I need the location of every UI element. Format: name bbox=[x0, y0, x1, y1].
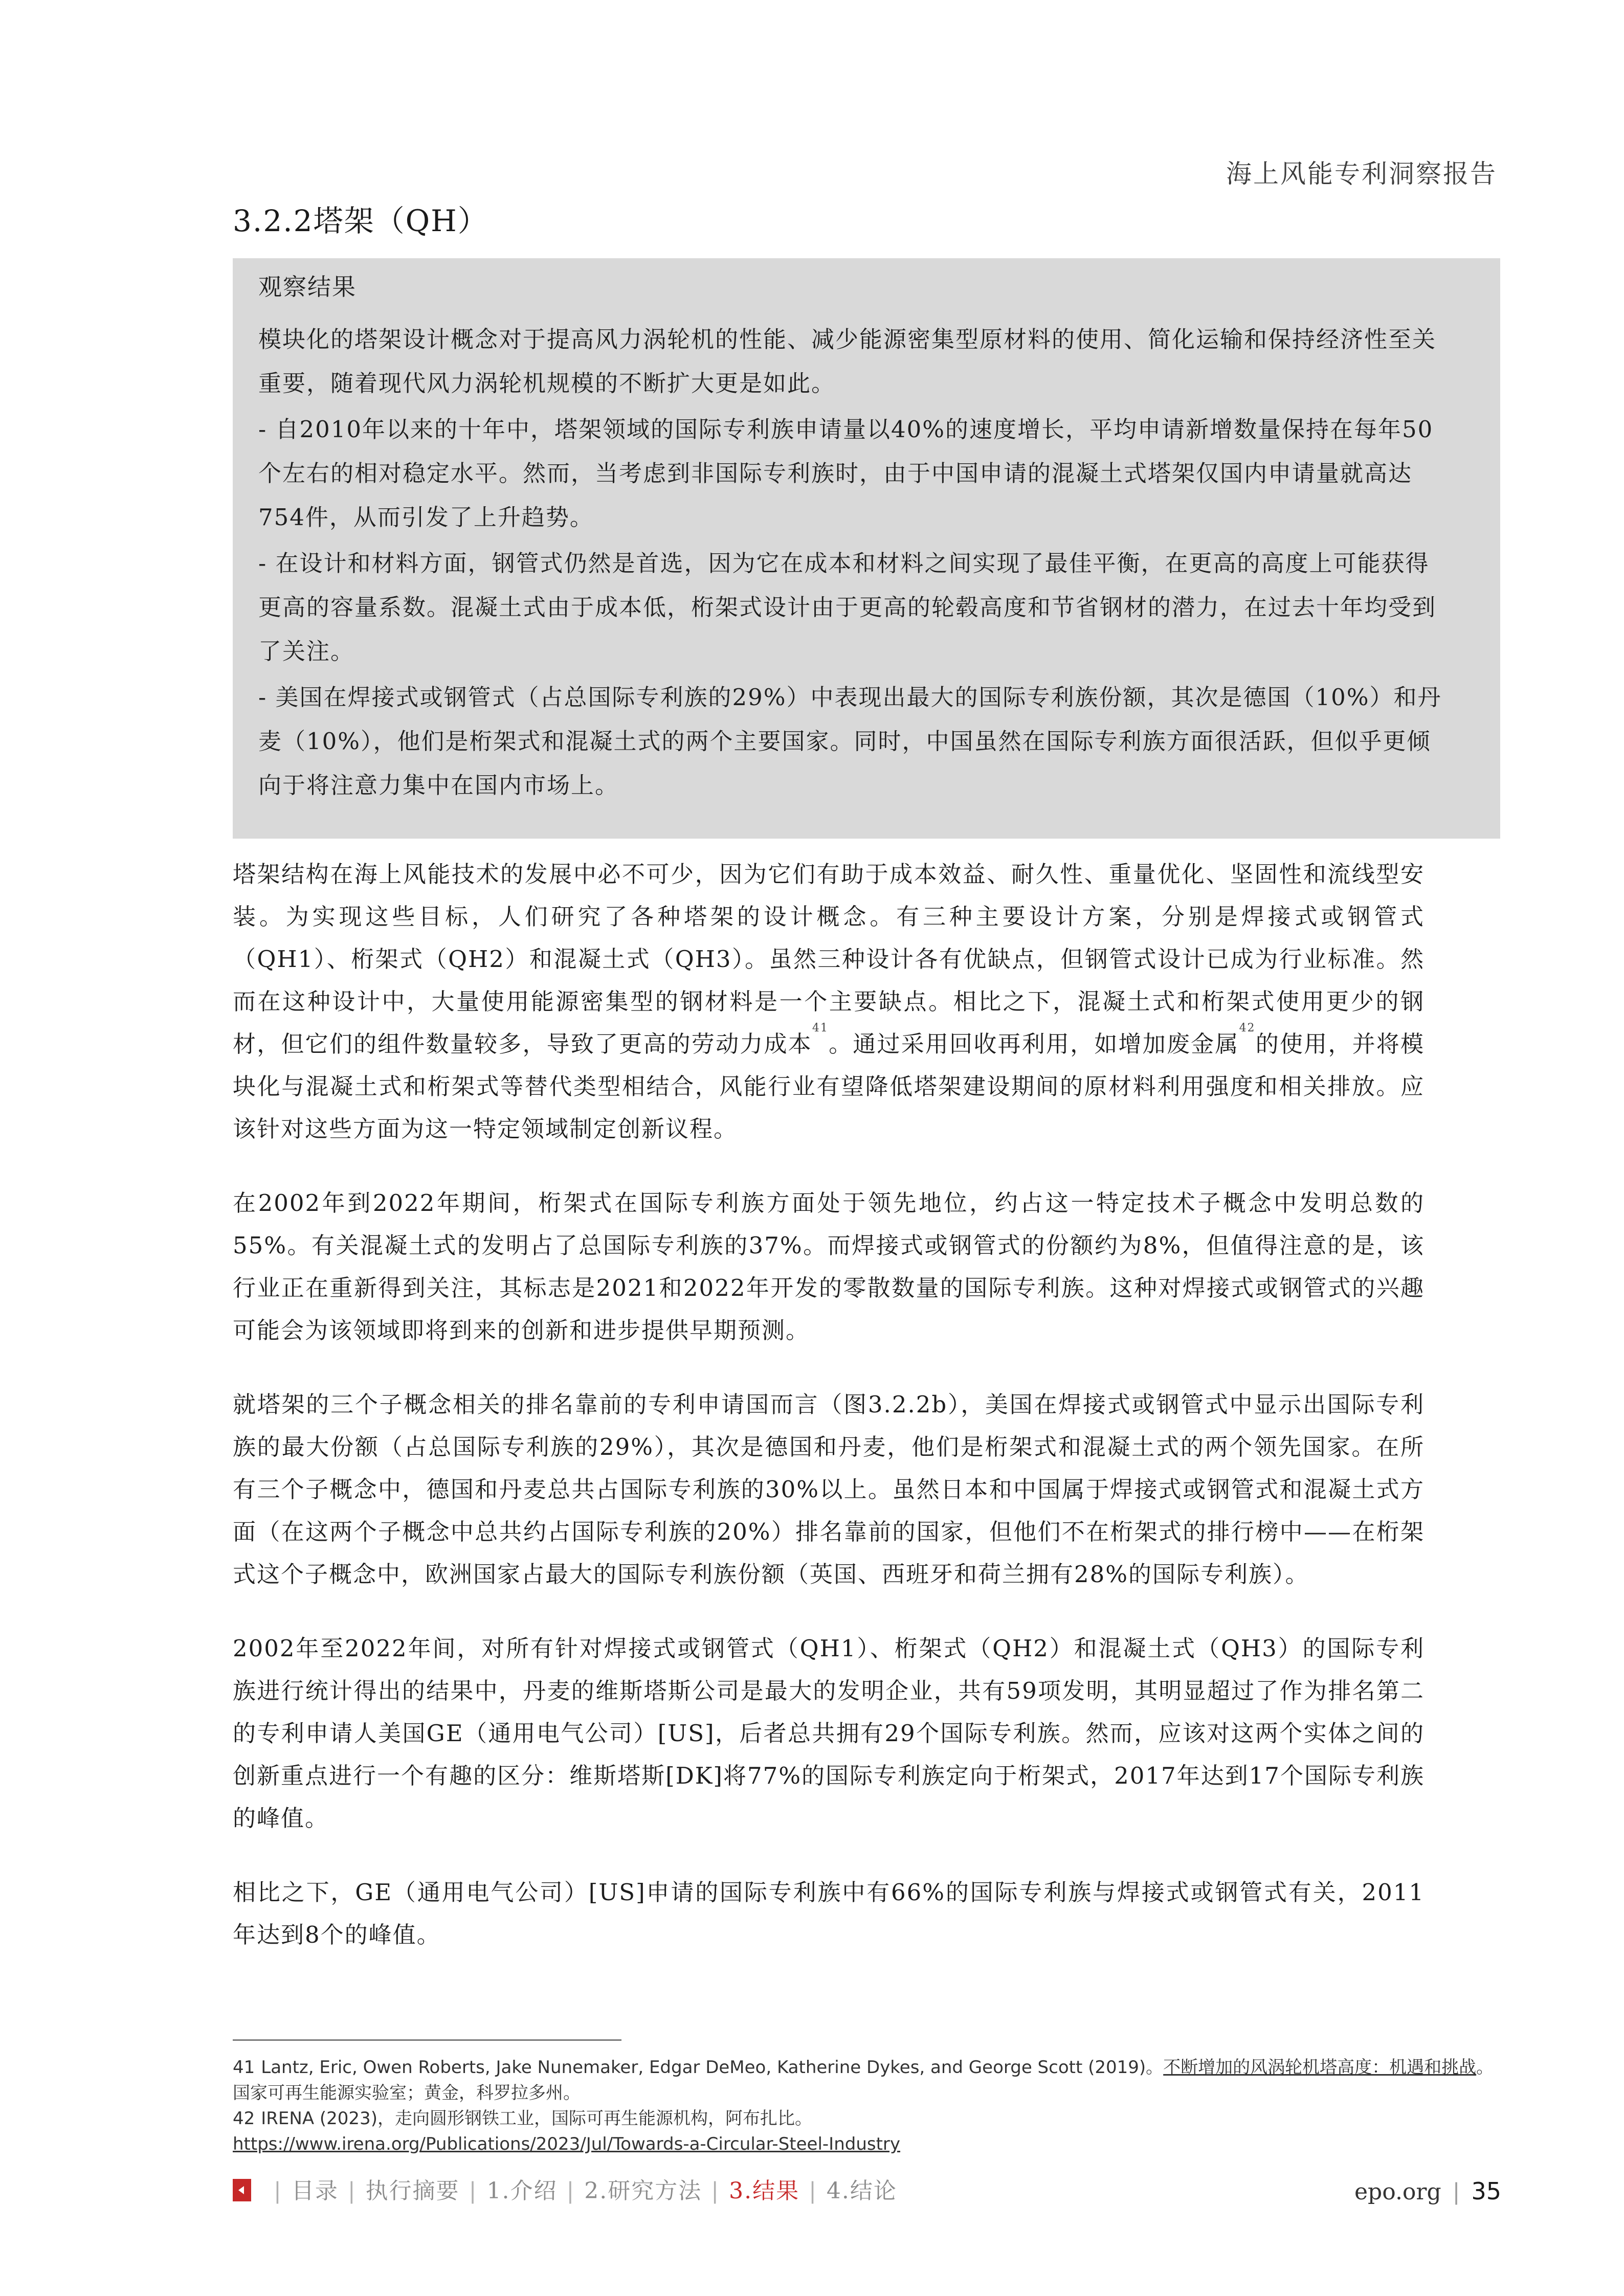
footer-right bbox=[1354, 2176, 1501, 2208]
nav-link-introduction[interactable]: 1.介绍 bbox=[486, 2178, 558, 2204]
observation-paragraph: - 在设计和材料方面，钢管式仍然是首选，因为它在成本和材料之间实现了最佳平衡，在更高的高度上可能获得更高的容量系数。混凝土式由于成本低，桁架式设计由于更高的轮毂高度和节省钢材的潜力，在过去十年均受到了关注。 bbox=[258, 550, 1437, 665]
footnote-42 bbox=[233, 2106, 1511, 2131]
nav-link-contents[interactable]: 目录 bbox=[291, 2178, 339, 2204]
body-paragraph-countries: 就塔架的三个子概念相关的排名靠前的专利申请国而言（图3.2.2b），美国在焊接式或钢管式中显示出国际专利族的最大份额（占总国际专利族的29%），其次是德国和丹麦，他们是桁架式和混凝土式的两个领先国家。在所有三个子概念中，德国和丹麦总共占国际专利族的30%以上。虽然日本和中国属于焊接式或钢管式和混凝土式方面（在这两个子概念中总共约占国际专利族的20%）排名靠前的国家，但他们不在桁架式的排行榜中——在桁架式这个子概念中，欧洲国家占最大的国际专利族份额（英国、西班牙和荷兰拥有28%的国际专利族）。 bbox=[233, 1391, 1425, 1588]
nav-link-conclusion[interactable]: 4.结论 bbox=[826, 2178, 897, 2204]
observation-paragraph: - 美国在焊接式或钢管式（占总国际专利族的29%）中表现出最大的国际专利族份额，其次是德国（10%）和丹麦（10%），他们是桁架式和混凝土式的两个主要国家。同时，中国虽然在国际专利族方面很活跃，但似乎更倾向于将注意力集中在国内市场上。 bbox=[258, 684, 1442, 799]
section-title: 3.2.2塔架（QH） bbox=[233, 204, 488, 238]
footnote-text-end: 。 bbox=[1476, 2057, 1494, 2078]
back-arrow-icon[interactable] bbox=[233, 2179, 251, 2201]
observation-box bbox=[233, 258, 1500, 839]
body-paragraph-towers bbox=[233, 853, 1425, 1150]
footnote-ref-41[interactable]: 41 bbox=[812, 1022, 829, 1034]
body-text: 塔架结构在海上风能技术的发展中必不可少，因为它们有助于成本效益、耐久性、重量优化、坚固性和流线型安装。为实现这些目标，人们研究了各种塔架的设计概念。有三种主要设计方案，分别是焊接式或钢管式（QH1）、桁架式（QH2）和混凝土式（QH3）。虽然三种设计各有优缺点，但钢管式设计已成为行业标准。然而在这种设计中，大量使用能源密集型的钢材料是一个主要缺点。相比之下，混凝土式和桁架式使用更少的钢材，但它们的组件数量较多，导致了更高的劳动力成本 bbox=[233, 861, 1425, 1057]
nav-link-executive-summary[interactable]: 执行摘要 bbox=[365, 2178, 460, 2204]
footer-nav bbox=[264, 2176, 897, 2207]
body-paragraph-ge: 相比之下，GE（通用电气公司）[US]申请的国际专利族中有66%的国际专利族与焊接式或钢管式有关，2011年达到8个的峰值。 bbox=[233, 1879, 1425, 1948]
footnote-link[interactable]: 不断增加的风涡轮机塔高度：机遇和挑战 bbox=[1163, 2057, 1477, 2078]
nav-separator: | bbox=[809, 2178, 817, 2204]
nav-link-methodology[interactable]: 2.研究方法 bbox=[584, 2178, 702, 2204]
footer-separator: | bbox=[1452, 2179, 1460, 2205]
footnote-41 bbox=[233, 2055, 1511, 2080]
nav-separator: | bbox=[566, 2178, 575, 2204]
footnote-text: IRENA (2023)，走向圆形钢铁工业，国际可再生能源机构，阿布扎比。 bbox=[261, 2108, 812, 2129]
main-body bbox=[233, 853, 1425, 1988]
nav-link-results[interactable]: 3.结果 bbox=[729, 2178, 800, 2204]
nav-separator: | bbox=[469, 2178, 478, 2204]
body-paragraph-shares: 在2002年到2022年期间，桁架式在国际专利族方面处于领先地位，约占这一特定技术子概念中发明总数的55%。有关混凝土式的发明占了总国际专利族的37%。而焊接式或钢管式的份额约为8%，但值得注意的是，该行业正在重新得到关注，其标志是2021和2022年开发的零散数量的国际专利族。这种对焊接式或钢管式的兴趣可能会为该领域即将到来的创新和进步提供早期预测。 bbox=[233, 1189, 1425, 1344]
report-title: 海上风能专利洞察报告 bbox=[1226, 159, 1497, 189]
nav-separator: | bbox=[274, 2178, 282, 2204]
site-link[interactable]: epo.org bbox=[1354, 2179, 1441, 2205]
footnotes bbox=[233, 2055, 1511, 2157]
footnote-number: 42 bbox=[233, 2108, 255, 2129]
page-number: 35 bbox=[1471, 2177, 1501, 2205]
footer bbox=[233, 2176, 1501, 2207]
footnote-text: Lantz, Eric, Owen Roberts, Jake Nunemaker, Edgar DeMeo, Katherine Dykes, and George Scott (2019)。 bbox=[261, 2057, 1164, 2078]
footnote-ref-42[interactable]: 42 bbox=[1239, 1022, 1256, 1034]
observation-paragraph: 模块化的塔架设计概念对于提高风力涡轮机的性能、减少能源密集型原材料的使用、简化运输和保持经济性至关重要，随着现代风力涡轮机规模的不断扩大更是如此。 bbox=[258, 326, 1437, 397]
footnote-41-line2: 国家可再生能源实验室；黄金，科罗拉多州。 bbox=[233, 2083, 581, 2103]
body-text: 。通过采用回收再利用，如增加废金属 bbox=[828, 1030, 1239, 1057]
footnote-url-link[interactable]: https://www.irena.org/Publications/2023/Jul/Towards-a-Circular-Steel-Industry bbox=[233, 2134, 901, 2154]
observation-title: 观察结果 bbox=[258, 273, 357, 301]
body-text: 的使用，并将模块化与混凝土式和桁架式等替代类型相结合，风能行业有望降低塔架建设期间的原材料利用强度和相关排放。应该针对这些方面为这一特定领域制定创新议程。 bbox=[233, 1030, 1425, 1142]
footnote-number: 41 bbox=[233, 2057, 255, 2078]
nav-separator: | bbox=[711, 2178, 720, 2204]
footnote-divider bbox=[233, 2039, 621, 2041]
body-paragraph-applicants: 2002年至2022年间，对所有针对焊接式或钢管式（QH1）、桁架式（QH2）和混凝土式（QH3）的国际专利族进行统计得出的结果中，丹麦的维斯塔斯公司是最大的发明企业，共有59项发明，其明显超过了作为排名第二的专利申请人美国GE（通用电气公司）[US]，后者总共拥有29个国际专利族。然而，应该对这两个实体之间的创新重点进行一个有趣的区分：维斯塔斯[DK]将77%的国际专利族定向于桁架式，2017年达到17个国际专利族的峰值。 bbox=[233, 1635, 1425, 1832]
nav-separator: | bbox=[347, 2178, 357, 2204]
observation-paragraph: - 自2010年以来的十年中，塔架领域的国际专利族申请量以40%的速度增长，平均申请新增数量保持在每年50个左右的相对稳定水平。然而，当考虑到非国际专利族时，由于中国申请的混凝土式塔架仅国内申请量就高达754件，从而引发了上升趋势。 bbox=[258, 416, 1434, 531]
